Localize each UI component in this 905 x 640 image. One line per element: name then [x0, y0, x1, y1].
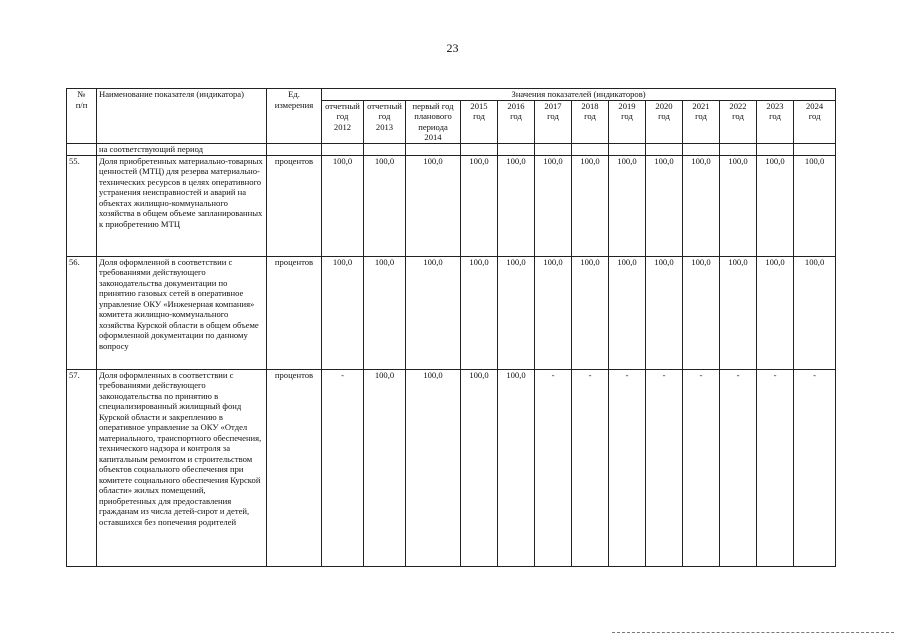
value-cell: - — [609, 369, 646, 566]
header-year: 2020 год — [646, 100, 683, 143]
value-cell: 100,0 — [322, 155, 364, 256]
continuation-text: на соответствующий период — [97, 143, 267, 155]
value-cell: 100,0 — [646, 155, 683, 256]
continuation-val-cell — [535, 143, 572, 155]
value-cell: 100,0 — [720, 256, 757, 369]
value-cell: 100,0 — [720, 155, 757, 256]
value-cell: 100,0 — [535, 256, 572, 369]
continuation-num-cell — [67, 143, 97, 155]
continuation-val-cell — [364, 143, 406, 155]
continuation-val-cell — [794, 143, 836, 155]
value-cell: 100,0 — [498, 369, 535, 566]
header-year: отчетный год 2013 — [364, 100, 406, 143]
value-cell: - — [535, 369, 572, 566]
indicator-name: Доля оформленных в соответствии с требованиями действующего законодательства по принятию в специализированный жилищный фонд Курской области и закреплению в оперативное управление за ОКУ «Отдел материального, транспортного обеспечения, технического надзора и контроля за капитальным ремонтом и строительством объектов социального обеспечения при комитете социального обеспечения Курской области» жилых помещений, приобретенных для предоставления гражданам из числа детей-сирот и детей, оставшихся без попечения родителей — [97, 369, 267, 566]
page-number: 23 — [446, 41, 459, 55]
unit-cell: процентов — [267, 369, 322, 566]
value-cell: 100,0 — [646, 256, 683, 369]
value-cell: 100,0 — [683, 256, 720, 369]
header-name: Наименование показателя (индикатора) — [97, 89, 267, 144]
value-cell: 100,0 — [794, 155, 836, 256]
header-year: 2022 год — [720, 100, 757, 143]
value-cell: 100,0 — [794, 256, 836, 369]
indicators-table — [66, 88, 836, 567]
value-cell: 100,0 — [461, 369, 498, 566]
value-cell: 100,0 — [461, 256, 498, 369]
header-year: 2024 год — [794, 100, 836, 143]
header-year: первый год планового периода 2014 — [406, 100, 461, 143]
header-year: 2015 год — [461, 100, 498, 143]
footer-scan-line — [612, 632, 894, 633]
header-year: 2018 год — [572, 100, 609, 143]
value-cell: - — [572, 369, 609, 566]
continuation-val-cell — [646, 143, 683, 155]
value-cell: 100,0 — [406, 369, 461, 566]
value-cell: 100,0 — [406, 256, 461, 369]
value-cell: 100,0 — [406, 155, 461, 256]
header-year: 2019 год — [609, 100, 646, 143]
continuation-val-cell — [322, 143, 364, 155]
value-cell: 100,0 — [364, 369, 406, 566]
value-cell: 100,0 — [757, 256, 794, 369]
row-number: 55. — [67, 155, 97, 256]
table-row — [67, 155, 836, 256]
continuation-val-cell — [683, 143, 720, 155]
value-cell: 100,0 — [535, 155, 572, 256]
value-cell: - — [322, 369, 364, 566]
value-cell: 100,0 — [322, 256, 364, 369]
value-cell: 100,0 — [461, 155, 498, 256]
unit-cell: процентов — [267, 256, 322, 369]
value-cell: 100,0 — [498, 256, 535, 369]
value-cell: 100,0 — [609, 256, 646, 369]
continuation-row — [67, 143, 836, 155]
table-row — [67, 369, 836, 566]
header-year: 2017 год — [535, 100, 572, 143]
continuation-unit-cell — [267, 143, 322, 155]
value-cell: 100,0 — [572, 256, 609, 369]
continuation-val-cell — [461, 143, 498, 155]
value-cell: 100,0 — [572, 155, 609, 256]
value-cell: 100,0 — [609, 155, 646, 256]
value-cell: - — [720, 369, 757, 566]
continuation-val-cell — [609, 143, 646, 155]
value-cell: - — [794, 369, 836, 566]
header-year: 2016 год — [498, 100, 535, 143]
header-year: 2021 год — [683, 100, 720, 143]
value-cell: 100,0 — [364, 155, 406, 256]
indicator-name: Доля оформленной в соответствии с требованиями действующего законодательства документации по принятию газовых сетей в оперативное управление ОКУ «Инженерная компания» комитета жилищно-коммунального хозяйства Курской области в общем объеме оформленной документации по данному вопросу — [97, 256, 267, 369]
value-cell: - — [757, 369, 794, 566]
continuation-val-cell — [720, 143, 757, 155]
value-cell: 100,0 — [683, 155, 720, 256]
value-cell: - — [646, 369, 683, 566]
row-number: 56. — [67, 256, 97, 369]
row-number: 57. — [67, 369, 97, 566]
continuation-val-cell — [406, 143, 461, 155]
continuation-val-cell — [572, 143, 609, 155]
value-cell: - — [683, 369, 720, 566]
table-header — [67, 89, 836, 144]
value-cell: 100,0 — [364, 256, 406, 369]
continuation-val-cell — [498, 143, 535, 155]
header-year: 2023 год — [757, 100, 794, 143]
header-num: № п/п — [67, 89, 97, 144]
table-row — [67, 256, 836, 369]
continuation-val-cell — [757, 143, 794, 155]
header-values-group: Значения показателей (индикаторов) — [322, 89, 836, 101]
value-cell: 100,0 — [757, 155, 794, 256]
header-unit: Ед. измерения — [267, 89, 322, 144]
header-year: отчетный год 2012 — [322, 100, 364, 143]
table-body — [67, 143, 836, 566]
value-cell: 100,0 — [498, 155, 535, 256]
unit-cell: процентов — [267, 155, 322, 256]
indicator-name: Доля приобретенных материально-товарных ценностей (МТЦ) для резерва материально-технических ресурсов в целях оперативного устранения неисправностей и аварий на объектах жилищно-коммунального хозяйства в общем объеме запланированных к приобретению МТЦ — [97, 155, 267, 256]
